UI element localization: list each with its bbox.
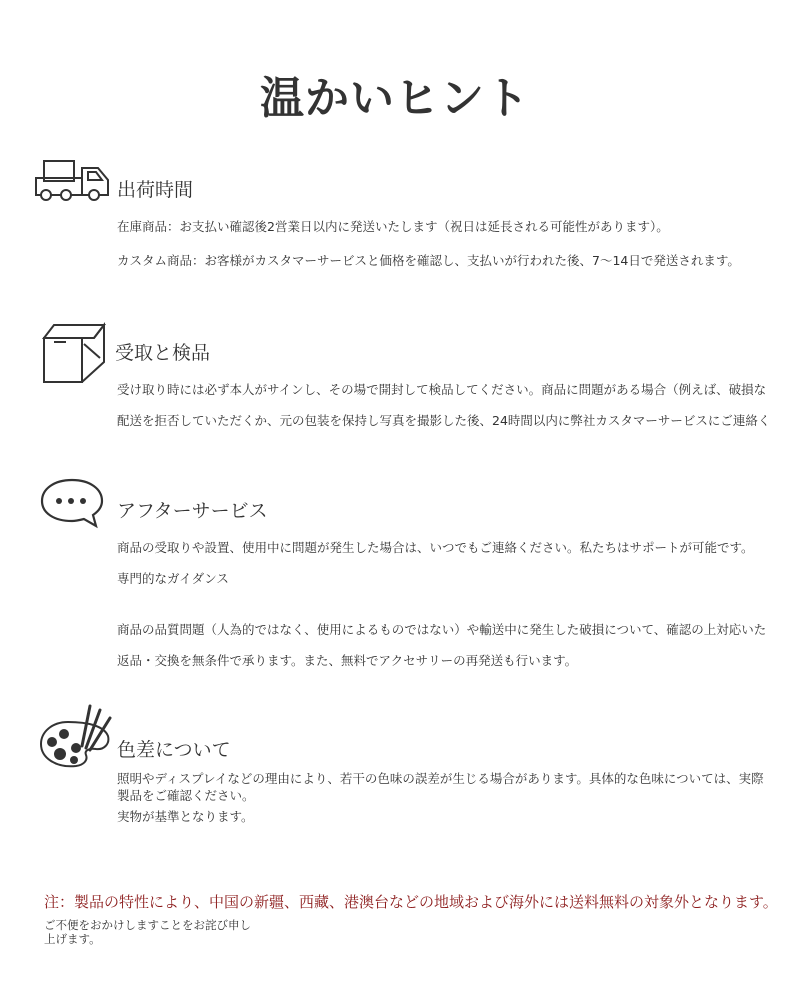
color-line-1: 照明やディスプレイなどの理由により、若干の色味の誤差が生じる場合があります。具体的な色味については、実際 (117, 771, 764, 786)
page-title: 温かいヒント (260, 73, 530, 124)
shipping-exclusion-note: 注：製品の特性により、中国の新疆、西藏、港澳台などの地域および海外には送料無料の対象外となります。 (44, 893, 778, 911)
receipt-line-2: 配送を拒否していただくか、元の包装を保持し写真を撮影した後、24時間以内に弊社カスタマーサービスにご連絡く (117, 413, 771, 428)
color-line-2: 製品をご確認ください。 (117, 788, 255, 803)
shipping-line-2: カスタム商品：お客様がカスタマーサービスと価格を確認し、支払いが行われた後、7〜14日で発送されます。 (117, 253, 740, 268)
chat-bubble-icon (38, 476, 106, 530)
apology-line-2: 上げます。 (44, 932, 101, 946)
section-title-shipping: 出荷時間 (117, 179, 194, 201)
apology-text (44, 918, 251, 946)
shipping-line-1: 在庫商品：お支払い確認後2営業日以内に発送いたします（祝日は延長される可能性があります）。 (117, 219, 669, 234)
after-service-line-3: 商品の品質問題（人為的ではなく、使用によるものではない）や輸送中に発生した破損について、確認の上対応いた (117, 622, 767, 637)
color-line-3: 実物が基準となります。 (117, 809, 254, 824)
section-title-receipt: 受取と検品 (115, 342, 211, 364)
receipt-line-1: 受け取り時には必ず本人がサインし、その場で開封して検品してください。商品に問題がある場合（例えば、破損な (117, 382, 767, 397)
section-title-after-service: アフターサービス (117, 500, 268, 522)
palette-icon (38, 700, 118, 772)
after-service-line-2: 専門的なガイダンス (117, 571, 229, 586)
truck-icon (32, 158, 112, 204)
package-icon (40, 322, 108, 386)
after-service-line-1: 商品の受取りや設置、使用中に問題が発生した場合は、いつでもご連絡ください。私たちはサポートが可能です。 (117, 540, 754, 555)
apology-line-1: ご不便をおかけしますことをお詫び申し (44, 918, 251, 932)
section-title-color-difference: 色差について (117, 739, 231, 761)
after-service-line-4: 返品・交換を無条件で承ります。また、無料でアクセサリーの再発送も行います。 (117, 653, 578, 668)
